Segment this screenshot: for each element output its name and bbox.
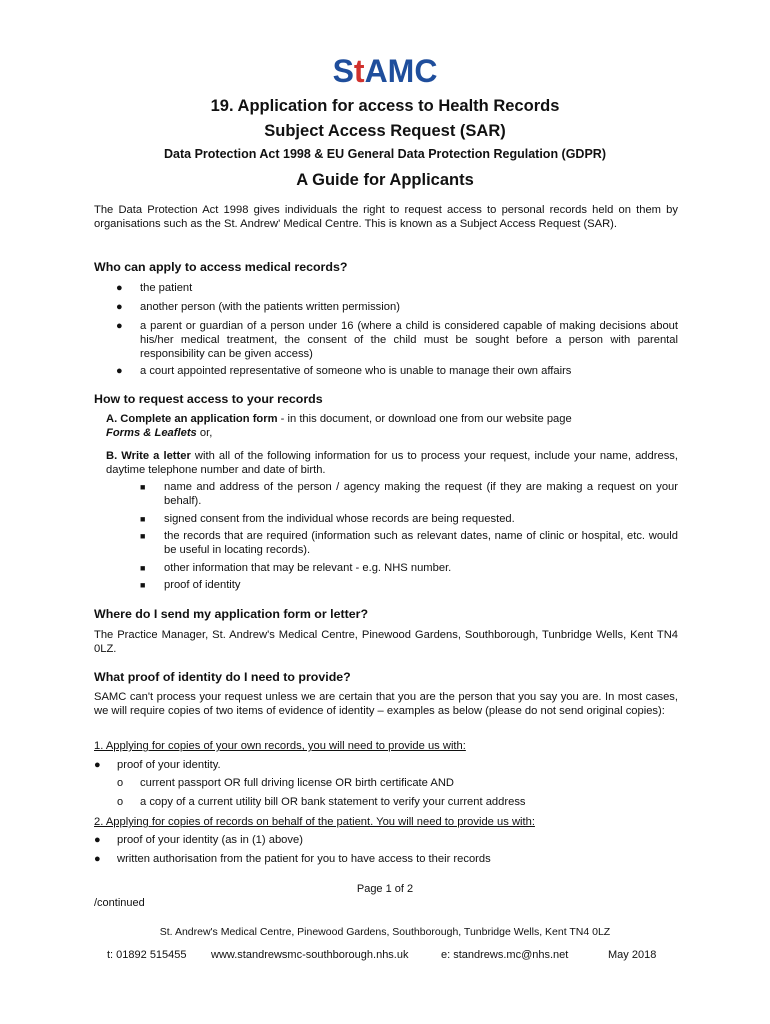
forms-leaflets-link[interactable]: Forms & Leaflets	[106, 427, 197, 439]
letter-item: signed consent from the individual whose records are being requested.	[164, 513, 515, 525]
footer-email[interactable]: e: standrews.mc@nhs.net	[441, 949, 569, 961]
bullet-icon: ●	[116, 282, 123, 294]
behalf-item: proof of your identity (as in (1) above)	[117, 834, 303, 846]
square-bullet-icon: ■	[140, 514, 146, 524]
circle-bullet-icon: o	[117, 796, 124, 808]
own-item: proof of your identity.	[117, 759, 221, 771]
bullet-icon: ●	[116, 301, 123, 313]
how-option-b: B. Write a letter with all of the following information for us to process your request, include your name, address, daytime telephone number and date of birth.	[106, 450, 678, 476]
square-bullet-icon: ■	[140, 531, 146, 541]
circle-bullet-icon: o	[117, 777, 124, 789]
who-heading: Who can apply to access medical records?	[94, 260, 348, 274]
who-item: the patient	[140, 282, 193, 294]
where-text: The Practice Manager, St. Andrew's Medical Centre, Pinewood Gardens, Southborough, Tunbridge Wells, Kent TN4 0LZ.	[94, 629, 678, 655]
letter-item: the records that are required (information such as relevant dates, name of clinic or hospital, etc. would be useful in locating records).	[164, 530, 678, 556]
letter-item: other information that may be relevant - e.g. NHS number.	[164, 562, 452, 574]
letter-item: name and address of the person / agency making the request (if they are making a request on your behalf).	[164, 481, 678, 507]
square-bullet-icon: ■	[140, 580, 146, 590]
bullet-icon: ●	[116, 365, 123, 377]
intro-paragraph: The Data Protection Act 1998 gives individuals the right to request access to personal records held on them by organisations such as the St. Andrew' Medical Centre. This is known as a Subject Access Request (SAR).	[94, 204, 678, 230]
square-bullet-icon: ■	[140, 563, 146, 573]
own-sub-item: a copy of a current utility bill OR bank statement to verify your current address	[140, 796, 526, 808]
who-item: a court appointed representative of someone who is unable to manage their own affairs	[140, 365, 572, 377]
bullet-icon: ●	[116, 320, 123, 332]
letter-item: proof of identity	[164, 579, 241, 591]
bullet-icon: ●	[94, 853, 101, 865]
title-line-2: Subject Access Request (SAR)	[264, 122, 506, 140]
proof-heading: What proof of identity do I need to provide?	[94, 670, 351, 684]
page-number: Page 1 of 2	[356, 883, 414, 895]
stamc-logo: StAMC	[332, 53, 438, 89]
title-line-1: 19. Application for access to Health Records	[210, 97, 560, 115]
guide-title: A Guide for Applicants	[296, 171, 474, 189]
square-bullet-icon: ■	[140, 482, 146, 492]
subtitle: Data Protection Act 1998 & EU General Data Protection Regulation (GDPR)	[164, 147, 606, 161]
where-heading: Where do I send my application form or letter?	[94, 607, 369, 621]
footer-date: May 2018	[608, 949, 657, 961]
how-heading: How to request access to your records	[94, 392, 323, 406]
proof-text: SAMC can't process your request unless we are certain that you are the person that you say you are. In most cases, we will require copies of two items of evidence of identity – examples as below (please do not send original copies):	[94, 691, 678, 717]
how-option-a: A. Complete an application form - in this document, or download one from our website page Forms & Leaflets or,	[106, 413, 572, 439]
continued-label: /continued	[94, 897, 145, 909]
behalf-item: written authorisation from the patient for you to have access to their records	[117, 853, 491, 865]
footer-website[interactable]: www.standrewsmc-southborough.nhs.uk	[211, 949, 409, 961]
behalf-heading: 2. Applying for copies of records on behalf of the patient. You will need to provide us with:	[94, 816, 535, 828]
own-sub-item: current passport OR full driving license OR birth certificate AND	[140, 777, 454, 789]
who-item: a parent or guardian of a person under 16 (where a child is considered capable of making decisions about his/her medical treatment, the consent of the child must be sought before a person with parental responsibility can be given access)	[140, 320, 678, 360]
who-item: another person (with the patients written permission)	[140, 301, 400, 313]
footer-phone: t: 01892 515455	[107, 949, 187, 961]
bullet-icon: ●	[94, 834, 101, 846]
footer-address: St. Andrew's Medical Centre, Pinewood Gardens, Southborough, Tunbridge Wells, Kent TN4 0LZ	[159, 926, 611, 938]
own-records-heading: 1. Applying for copies of your own records, you will need to provide us with:	[94, 740, 466, 752]
bullet-icon: ●	[94, 759, 101, 771]
